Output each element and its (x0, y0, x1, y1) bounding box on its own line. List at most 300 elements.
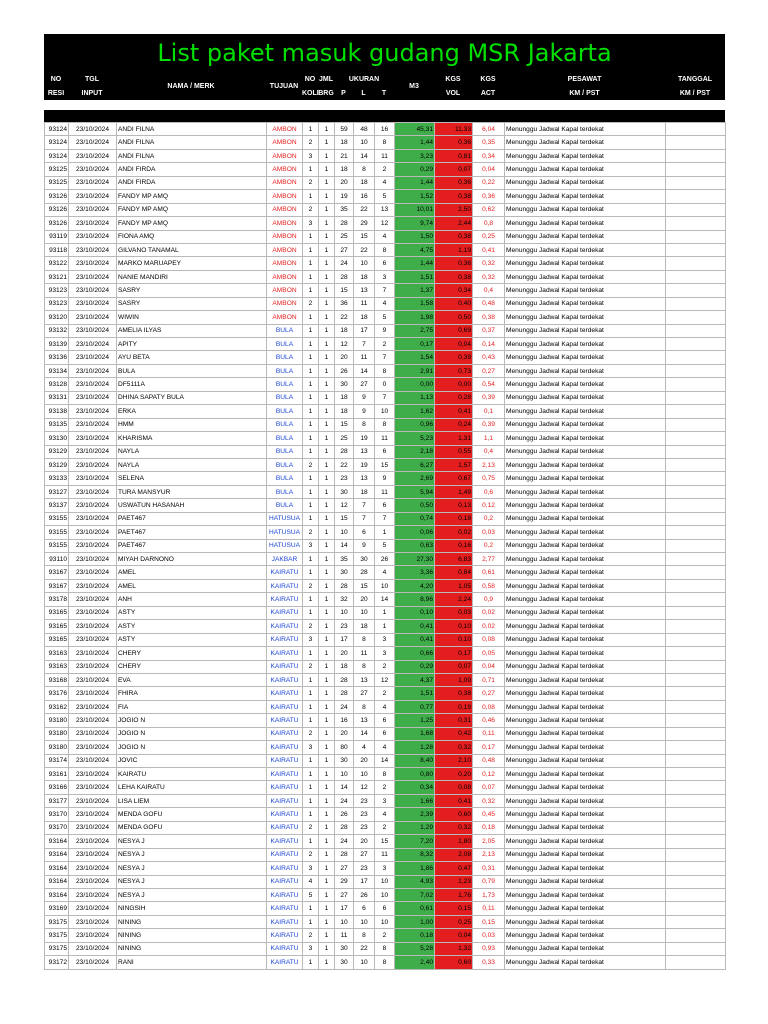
cell-tanggal (666, 647, 726, 660)
cell-jml-brg: 1 (319, 673, 335, 686)
cell-pesawat: Menunggu Jadwal Kapal terdekat (505, 620, 666, 633)
table-row (45, 243, 726, 256)
cell-tgl-input: 23/10/2024 (69, 902, 117, 915)
cell-m3: 8,40 (395, 754, 435, 767)
cell-tgl-input: 23/10/2024 (69, 539, 117, 552)
cell-tujuan: AMBON (267, 230, 303, 243)
cell-nama: ANDI FILNA (117, 136, 267, 149)
table-row (45, 808, 726, 821)
cell-p: 10 (335, 526, 354, 539)
cell-kgs-act: 0,32 (473, 794, 505, 807)
cell-pesawat: Menunggu Jadwal Kapal terdekat (505, 324, 666, 337)
cell-t: 4 (375, 566, 395, 579)
cell-p: 18 (335, 391, 354, 404)
cell-kgs-act: 0,36 (473, 190, 505, 203)
table-row (45, 351, 726, 364)
cell-tujuan: KAIRATU (267, 794, 303, 807)
cell-nama: LEHA KAIRATU (117, 781, 267, 794)
cell-t: 2 (375, 338, 395, 351)
cell-m3: 1,51 (395, 687, 435, 700)
cell-no-koli: 3 (303, 149, 319, 162)
cell-m3: 2,18 (395, 445, 435, 458)
cell-pesawat: Menunggu Jadwal Kapal terdekat (505, 190, 666, 203)
cell-nama: FANDY MP AMQ (117, 217, 267, 230)
cell-tgl-input: 23/10/2024 (69, 378, 117, 391)
cell-t: 14 (375, 593, 395, 606)
cell-no-koli: 1 (303, 324, 319, 337)
cell-resi: 93120 (45, 311, 69, 324)
cell-m3: 1,00 (395, 915, 435, 928)
cell-no-koli: 1 (303, 243, 319, 256)
cell-pesawat: Menunggu Jadwal Kapal terdekat (505, 539, 666, 552)
cell-tujuan: BULA (267, 364, 303, 377)
cell-tanggal (666, 660, 726, 673)
cell-tgl-input: 23/10/2024 (69, 700, 117, 713)
cell-p: 21 (335, 149, 354, 162)
cell-tujuan: KAIRATU (267, 714, 303, 727)
cell-m3: 1,51 (395, 270, 435, 283)
header-l: L (361, 89, 366, 97)
cell-t: 10 (375, 915, 395, 928)
cell-no-koli: 1 (303, 378, 319, 391)
cell-kgs-act: 2,13 (473, 848, 505, 861)
header-jml: JML (319, 75, 333, 83)
cell-tgl-input: 23/10/2024 (69, 579, 117, 592)
cell-tujuan: BULA (267, 405, 303, 418)
cell-l: 18 (354, 485, 375, 498)
cell-m3: 0,96 (395, 418, 435, 431)
cell-p: 10 (335, 768, 354, 781)
cell-l: 19 (354, 432, 375, 445)
cell-m3: 1,58 (395, 297, 435, 310)
cell-tgl-input: 23/10/2024 (69, 673, 117, 686)
cell-t: 1 (375, 606, 395, 619)
cell-no-koli: 1 (303, 553, 319, 566)
cell-tanggal (666, 432, 726, 445)
cell-tanggal (666, 620, 726, 633)
cell-resi: 93123 (45, 297, 69, 310)
cell-nama: FANDY MP AMQ (117, 190, 267, 203)
cell-p: 28 (335, 270, 354, 283)
table-row (45, 768, 726, 781)
cell-kgs-act: 0,46 (473, 714, 505, 727)
cell-m3: 8,96 (395, 593, 435, 606)
cell-pesawat: Menunggu Jadwal Kapal terdekat (505, 364, 666, 377)
cell-kgs-vol: 0,15 (435, 902, 473, 915)
cell-no-koli: 2 (303, 929, 319, 942)
cell-kgs-vol: 0,04 (435, 338, 473, 351)
cell-pesawat: Menunggu Jadwal Kapal terdekat (505, 297, 666, 310)
cell-kgs-vol: 0,07 (435, 660, 473, 673)
cell-jml-brg: 1 (319, 781, 335, 794)
cell-tgl-input: 23/10/2024 (69, 512, 117, 525)
cell-nama: AMEL (117, 566, 267, 579)
cell-pesawat: Menunggu Jadwal Kapal terdekat (505, 257, 666, 270)
cell-tanggal (666, 190, 726, 203)
cell-kgs-vol: 0,69 (435, 324, 473, 337)
cell-jml-brg: 1 (319, 432, 335, 445)
table-row (45, 472, 726, 485)
cell-tujuan: AMBON (267, 257, 303, 270)
cell-tgl-input: 23/10/2024 (69, 485, 117, 498)
cell-resi: 93155 (45, 526, 69, 539)
table-row (45, 794, 726, 807)
cell-jml-brg: 1 (319, 620, 335, 633)
cell-tujuan: BULA (267, 458, 303, 471)
cell-jml-brg: 1 (319, 606, 335, 619)
cell-no-koli: 1 (303, 566, 319, 579)
cell-tujuan: BULA (267, 351, 303, 364)
cell-tgl-input: 23/10/2024 (69, 754, 117, 767)
cell-p: 20 (335, 176, 354, 189)
header-kgs-act-top: KGS (480, 75, 496, 83)
cell-pesawat: Menunggu Jadwal Kapal terdekat (505, 579, 666, 592)
cell-tujuan: KAIRATU (267, 566, 303, 579)
cell-l: 23 (354, 821, 375, 834)
cell-kgs-vol: 2,10 (435, 754, 473, 767)
cell-jml-brg: 1 (319, 485, 335, 498)
cell-no-koli: 1 (303, 606, 319, 619)
table-row (45, 217, 726, 230)
cell-t: 7 (375, 284, 395, 297)
cell-l: 23 (354, 808, 375, 821)
cell-jml-brg: 1 (319, 176, 335, 189)
cell-tujuan: KAIRATU (267, 633, 303, 646)
cell-tanggal (666, 418, 726, 431)
cell-jml-brg: 1 (319, 714, 335, 727)
table-row (45, 593, 726, 606)
cell-kgs-act: 0,11 (473, 727, 505, 740)
cell-l: 18 (354, 176, 375, 189)
cell-tujuan: BULA (267, 391, 303, 404)
cell-jml-brg: 1 (319, 915, 335, 928)
cell-kgs-vol: 1,19 (435, 243, 473, 256)
cell-nama: FHIRA (117, 687, 267, 700)
cell-kgs-vol: 1,76 (435, 888, 473, 901)
cell-kgs-act: 0,18 (473, 821, 505, 834)
cell-resi: 93162 (45, 700, 69, 713)
cell-kgs-act: 2,77 (473, 553, 505, 566)
cell-l: 14 (354, 727, 375, 740)
cell-tgl-input: 23/10/2024 (69, 929, 117, 942)
cell-tujuan: HATUSUA (267, 539, 303, 552)
cell-t: 6 (375, 499, 395, 512)
cell-nama: NANIE MANDIRI (117, 270, 267, 283)
cell-nama: KHARISMA (117, 432, 267, 445)
cell-kgs-act: 0,12 (473, 768, 505, 781)
cell-resi: 93161 (45, 768, 69, 781)
cell-kgs-vol: 0,84 (435, 566, 473, 579)
cell-tujuan: JAKBAR (267, 553, 303, 566)
cell-m3: 2,69 (395, 472, 435, 485)
cell-jml-brg: 1 (319, 754, 335, 767)
cell-kgs-vol: 0,38 (435, 270, 473, 283)
cell-pesawat: Menunggu Jadwal Kapal terdekat (505, 727, 666, 740)
cell-kgs-act: 0,02 (473, 606, 505, 619)
header-no: NO (50, 75, 62, 83)
cell-kgs-vol: 0,28 (435, 391, 473, 404)
cell-l: 23 (354, 794, 375, 807)
cell-tujuan: KAIRATU (267, 956, 303, 969)
cell-m3: 0,00 (395, 378, 435, 391)
cell-kgs-act: 0,31 (473, 862, 505, 875)
cell-resi: 93125 (45, 176, 69, 189)
cell-resi: 93170 (45, 821, 69, 834)
cell-no-koli: 1 (303, 338, 319, 351)
header-kgs-vol-top: KGS (445, 75, 461, 83)
cell-t: 9 (375, 472, 395, 485)
cell-l: 10 (354, 257, 375, 270)
cell-tanggal (666, 163, 726, 176)
cell-t: 1 (375, 620, 395, 633)
cell-tanggal (666, 499, 726, 512)
cell-resi: 93139 (45, 338, 69, 351)
cell-tanggal (666, 217, 726, 230)
cell-jml-brg: 1 (319, 136, 335, 149)
cell-pesawat: Menunggu Jadwal Kapal terdekat (505, 754, 666, 767)
cell-resi: 93165 (45, 620, 69, 633)
cell-nama: MENDA GOFU (117, 821, 267, 834)
cell-tanggal (666, 230, 726, 243)
cell-t: 4 (375, 808, 395, 821)
cell-tanggal (666, 270, 726, 283)
sheet-title: List paket masuk gudang MSR Jakarta (44, 34, 725, 72)
cell-nama: KAIRATU (117, 768, 267, 781)
cell-l: 15 (354, 230, 375, 243)
cell-tanggal (666, 553, 726, 566)
cell-kgs-act: 0,38 (473, 311, 505, 324)
cell-jml-brg: 1 (319, 338, 335, 351)
cell-tanggal (666, 338, 726, 351)
table-row (45, 929, 726, 942)
cell-p: 14 (335, 539, 354, 552)
cell-no-koli: 1 (303, 351, 319, 364)
cell-l: 28 (354, 566, 375, 579)
cell-kgs-vol: 2,08 (435, 848, 473, 861)
cell-tgl-input: 23/10/2024 (69, 257, 117, 270)
table-row (45, 432, 726, 445)
header-nama: NAMA / MERK (167, 82, 215, 90)
cell-tgl-input: 23/10/2024 (69, 338, 117, 351)
cell-t: 11 (375, 848, 395, 861)
cell-l: 17 (354, 324, 375, 337)
cell-nama: BULA (117, 364, 267, 377)
cell-kgs-vol: 2,44 (435, 217, 473, 230)
cell-tanggal (666, 566, 726, 579)
cell-m3: 0,66 (395, 647, 435, 660)
header-band (44, 110, 725, 122)
cell-kgs-act: 0,08 (473, 700, 505, 713)
cell-nama: CHERY (117, 660, 267, 673)
cell-nama: JOGIO N (117, 741, 267, 754)
cell-tgl-input: 23/10/2024 (69, 324, 117, 337)
cell-tanggal (666, 875, 726, 888)
cell-l: 9 (354, 539, 375, 552)
cell-l: 14 (354, 149, 375, 162)
cell-nama: FIA (117, 700, 267, 713)
cell-p: 25 (335, 432, 354, 445)
table-row (45, 660, 726, 673)
cell-pesawat: Menunggu Jadwal Kapal terdekat (505, 230, 666, 243)
cell-no-koli: 1 (303, 673, 319, 686)
cell-t: 6 (375, 257, 395, 270)
cell-kgs-act: 0,93 (473, 942, 505, 955)
cell-nama: NESYA J (117, 848, 267, 861)
cell-p: 12 (335, 499, 354, 512)
cell-tanggal (666, 203, 726, 216)
cell-l: 23 (354, 862, 375, 875)
cell-tgl-input: 23/10/2024 (69, 727, 117, 740)
cell-resi: 93125 (45, 163, 69, 176)
cell-nama: APITY (117, 338, 267, 351)
cell-m3: 1,98 (395, 311, 435, 324)
cell-tanggal (666, 633, 726, 646)
cell-no-koli: 2 (303, 848, 319, 861)
cell-p: 12 (335, 338, 354, 351)
cell-p: 36 (335, 297, 354, 310)
cell-no-koli: 1 (303, 163, 319, 176)
cell-tgl-input: 23/10/2024 (69, 243, 117, 256)
cell-no-koli: 1 (303, 835, 319, 848)
cell-resi: 93122 (45, 257, 69, 270)
cell-no-koli: 1 (303, 311, 319, 324)
cell-tujuan: KAIRATU (267, 660, 303, 673)
cell-tujuan: AMBON (267, 149, 303, 162)
cell-t: 5 (375, 311, 395, 324)
cell-jml-brg: 1 (319, 351, 335, 364)
table-row (45, 136, 726, 149)
cell-tanggal (666, 378, 726, 391)
cell-kgs-act: 0,08 (473, 633, 505, 646)
header-input: INPUT (81, 89, 103, 97)
cell-m3: 0,10 (395, 606, 435, 619)
cell-jml-brg: 1 (319, 311, 335, 324)
cell-p: 18 (335, 163, 354, 176)
cell-tgl-input: 23/10/2024 (69, 418, 117, 431)
cell-jml-brg: 1 (319, 445, 335, 458)
cell-kgs-act: 0,48 (473, 297, 505, 310)
cell-m3: 0,74 (395, 512, 435, 525)
cell-tanggal (666, 324, 726, 337)
cell-resi: 93178 (45, 593, 69, 606)
cell-nama: ASTY (117, 633, 267, 646)
cell-jml-brg: 1 (319, 512, 335, 525)
cell-tgl-input: 23/10/2024 (69, 364, 117, 377)
cell-kgs-vol: 0,03 (435, 606, 473, 619)
cell-resi: 93136 (45, 351, 69, 364)
cell-tanggal (666, 606, 726, 619)
cell-resi: 93169 (45, 902, 69, 915)
cell-tujuan: AMBON (267, 284, 303, 297)
cell-no-koli: 1 (303, 647, 319, 660)
cell-tgl-input: 23/10/2024 (69, 405, 117, 418)
cell-no-koli: 2 (303, 620, 319, 633)
cell-pesawat: Menunggu Jadwal Kapal terdekat (505, 472, 666, 485)
cell-l: 14 (354, 364, 375, 377)
table-row (45, 673, 726, 686)
cell-tanggal (666, 176, 726, 189)
cell-p: 18 (335, 660, 354, 673)
cell-resi: 93167 (45, 579, 69, 592)
cell-resi: 93163 (45, 660, 69, 673)
cell-no-koli: 3 (303, 633, 319, 646)
cell-no-koli: 1 (303, 956, 319, 969)
table-body (45, 123, 726, 970)
cell-pesawat: Menunggu Jadwal Kapal terdekat (505, 458, 666, 471)
cell-resi: 93110 (45, 553, 69, 566)
cell-kgs-vol: 0,38 (435, 230, 473, 243)
cell-m3: 0,61 (395, 902, 435, 915)
cell-jml-brg: 1 (319, 297, 335, 310)
cell-kgs-vol: 2,24 (435, 593, 473, 606)
cell-tujuan: KAIRATU (267, 754, 303, 767)
cell-tujuan: KAIRATU (267, 929, 303, 942)
cell-kgs-act: 0,32 (473, 257, 505, 270)
table-row (45, 741, 726, 754)
cell-tanggal (666, 808, 726, 821)
cell-resi: 93177 (45, 794, 69, 807)
cell-nama: NESYA J (117, 888, 267, 901)
cell-m3: 0,50 (395, 499, 435, 512)
cell-p: 23 (335, 472, 354, 485)
cell-tujuan: KAIRATU (267, 942, 303, 955)
cell-l: 8 (354, 163, 375, 176)
cell-nama: ASTY (117, 606, 267, 619)
cell-kgs-act: 0,62 (473, 203, 505, 216)
cell-kgs-act: 0,9 (473, 593, 505, 606)
cell-tujuan: KAIRATU (267, 700, 303, 713)
cell-jml-brg: 1 (319, 190, 335, 203)
cell-kgs-vol: 0,07 (435, 163, 473, 176)
cell-tanggal (666, 593, 726, 606)
cell-t: 26 (375, 553, 395, 566)
cell-kgs-act: 0,37 (473, 324, 505, 337)
cell-p: 25 (335, 230, 354, 243)
cell-m3: 3,23 (395, 149, 435, 162)
cell-p: 24 (335, 257, 354, 270)
cell-tgl-input: 23/10/2024 (69, 526, 117, 539)
cell-no-koli: 1 (303, 485, 319, 498)
cell-nama: AMEL (117, 579, 267, 592)
cell-kgs-vol: 0,81 (435, 149, 473, 162)
cell-kgs-vol: 2,50 (435, 203, 473, 216)
cell-p: 35 (335, 203, 354, 216)
cell-p: 28 (335, 673, 354, 686)
cell-nama: NINING (117, 929, 267, 942)
cell-kgs-act: 0,39 (473, 391, 505, 404)
cell-kgs-act: 0,41 (473, 243, 505, 256)
cell-pesawat: Menunggu Jadwal Kapal terdekat (505, 243, 666, 256)
cell-nama: SASRY (117, 297, 267, 310)
cell-pesawat: Menunggu Jadwal Kapal terdekat (505, 956, 666, 969)
cell-tujuan: KAIRATU (267, 808, 303, 821)
cell-tujuan: KAIRATU (267, 647, 303, 660)
cell-kgs-act: 0,75 (473, 472, 505, 485)
cell-m3: 0,41 (395, 633, 435, 646)
cell-no-koli: 2 (303, 176, 319, 189)
cell-l: 29 (354, 217, 375, 230)
cell-tujuan: KAIRATU (267, 821, 303, 834)
cell-jml-brg: 1 (319, 553, 335, 566)
cell-resi: 93180 (45, 727, 69, 740)
cell-jml-brg: 1 (319, 149, 335, 162)
cell-jml-brg: 1 (319, 647, 335, 660)
cell-no-koli: 1 (303, 391, 319, 404)
cell-kgs-act: 0,25 (473, 230, 505, 243)
cell-kgs-vol: 1,23 (435, 875, 473, 888)
cell-resi: 93118 (45, 243, 69, 256)
cell-resi: 93180 (45, 714, 69, 727)
